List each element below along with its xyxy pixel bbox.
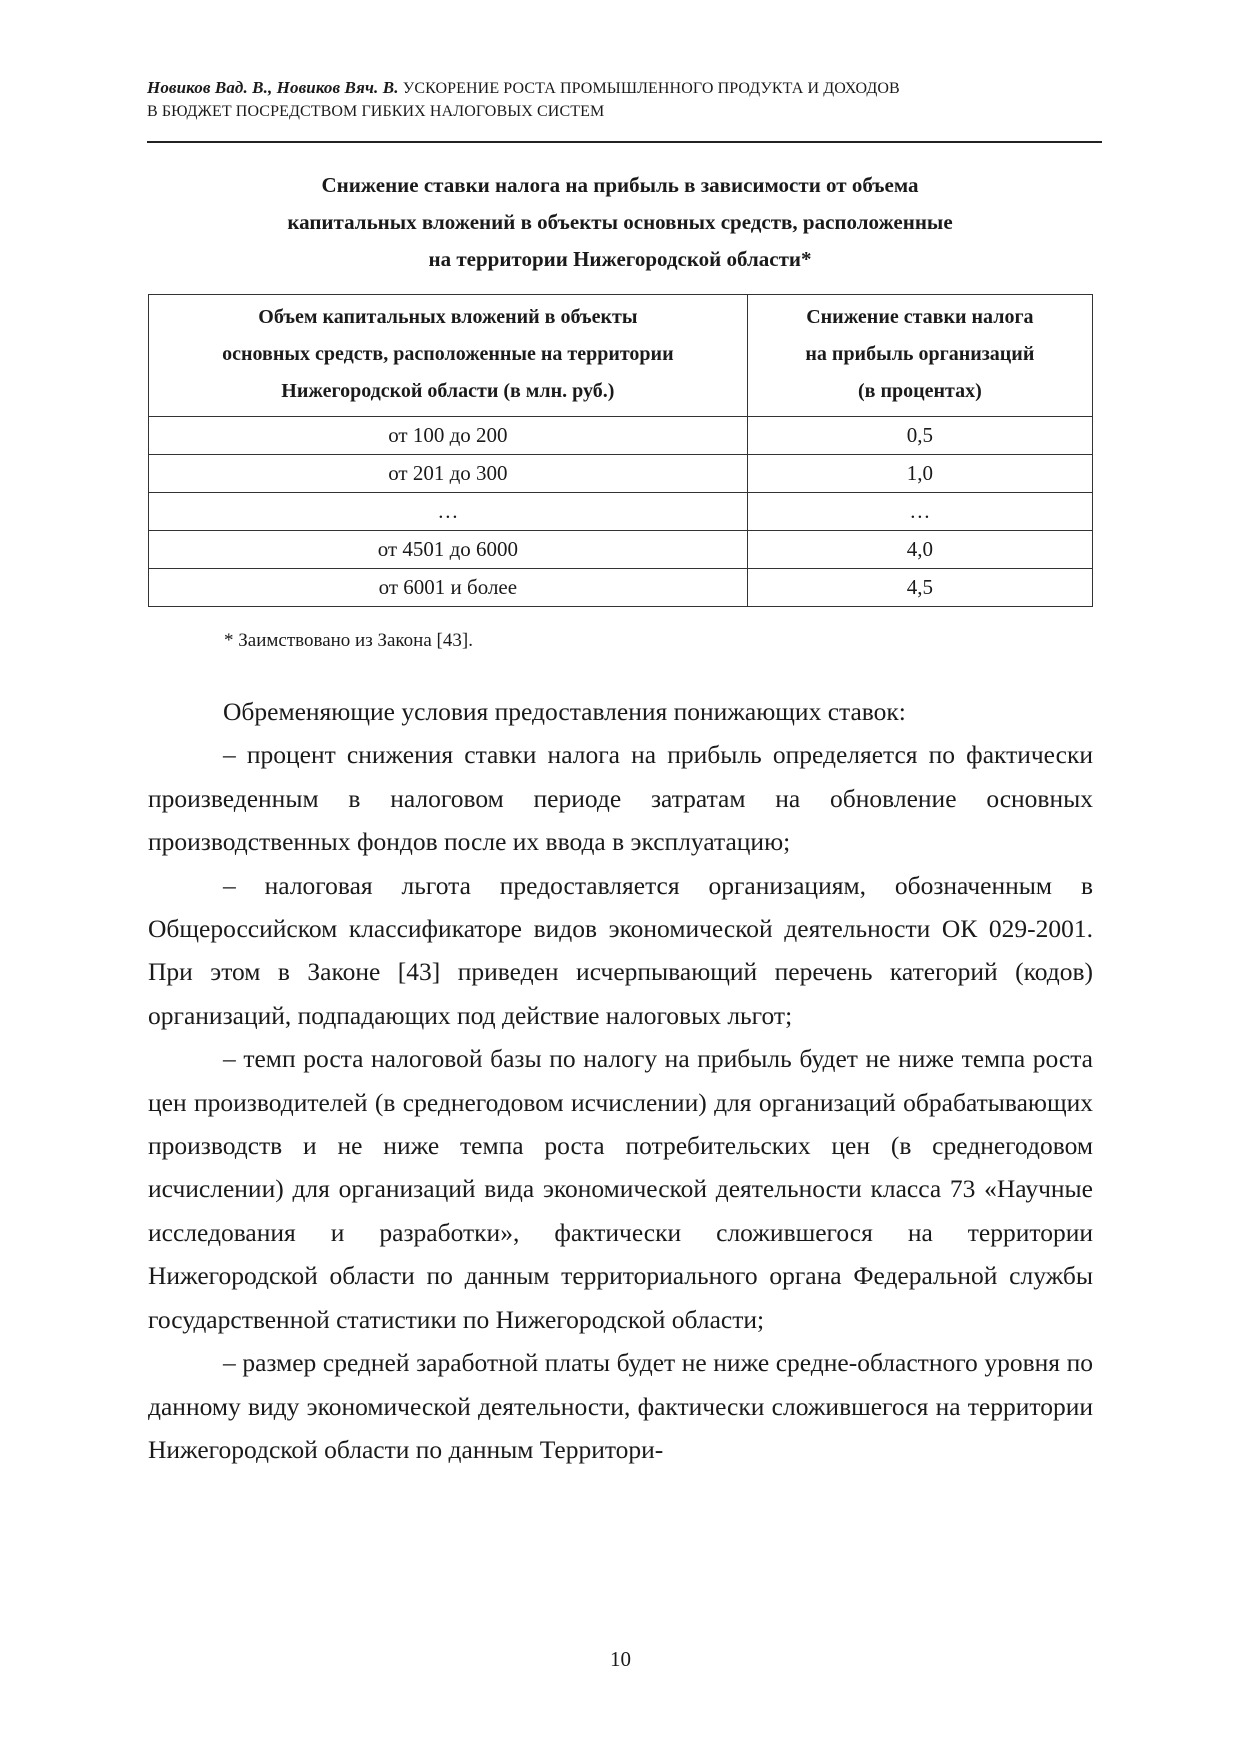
header-title-line1: УСКОРЕНИЕ РОСТА ПРОМЫШЛЕННОГО ПРОДУКТА И ДОХОДОВ <box>402 80 900 97</box>
cell-volume: от 100 до 200 <box>149 417 748 455</box>
table-row <box>149 455 1093 493</box>
cell-rate: 4,0 <box>747 531 1092 569</box>
paragraph: – налоговая льгота предоставляется организациям, обозначенным в Общероссийском классификаторе видов экономической деятельности ОК 029-2001. При этом в Законе [43] приведен исчерпывающий перечень категорий (кодов) организаций, подпадающих под действие налоговых льгот; <box>148 870 1093 1030</box>
table-row <box>149 493 1093 531</box>
header-title-line2: В БЮДЖЕТ ПОСРЕДСТВОМ ГИБКИХ НАЛОГОВЫХ СИСТЕМ <box>147 103 605 120</box>
cell-volume: от 201 до 300 <box>149 455 748 493</box>
column-header-rate <box>747 295 1092 417</box>
paragraph: – процент снижения ставки налога на прибыль определяется по фактически произведенным в налоговом периоде затратам на обновление основных производственных фондов после их ввода в эксплуатацию; <box>148 740 1093 857</box>
column-header-volume-line2: основных средств, расположенные на территории <box>222 343 674 365</box>
table-header-row <box>149 295 1093 417</box>
cell-rate: … <box>747 493 1092 531</box>
tax-rate-table <box>148 294 1093 607</box>
table-footnote: * Заимствовано из Закона [43]. <box>224 630 473 651</box>
table-caption-line1: Снижение ставки налога на прибыль в зависимости от объема <box>321 173 919 197</box>
paragraph: – размер средней заработной платы будет не ниже средне-областного уровня по данному виду экономической деятельности, фактически сложившегося на территории Нижегородской области по данным Территори- <box>148 1348 1093 1464</box>
header-divider <box>147 141 1102 143</box>
table-caption-line3: на территории Нижегородской области* <box>428 247 812 271</box>
paragraph: – темп роста налоговой базы по налогу на прибыль будет не ниже темпа роста цен производителей (в среднегодовом исчислении) для организаций обрабатывающих производств и не ниже темпа роста потребительских цен (в среднегодовом исчислении) для организаций вида экономической деятельности класса 73 «Научные исследования и разработки», фактически сложившегося на территории Нижегородской области по данным территориального органа Федеральной службы государственной статистики по Нижегородской области; <box>148 1044 1093 1334</box>
table-row <box>149 531 1093 569</box>
table-row <box>149 417 1093 455</box>
running-head-line1 <box>147 76 1097 100</box>
table-caption-line2: капитальных вложений в объекты основных средств, расположенные <box>287 210 953 234</box>
body-text <box>148 690 1093 1471</box>
column-header-rate-line2: на прибыль организаций <box>805 343 1035 365</box>
cell-volume: от 6001 и более <box>149 569 748 607</box>
column-header-volume-line3: Нижегородской области (в млн. руб.) <box>281 380 615 402</box>
column-header-rate-line1: Снижение ставки налога <box>806 306 1034 328</box>
cell-volume: от 4501 до 6000 <box>149 531 748 569</box>
header-authors: Новиков Вад. В., Новиков Вяч. В. <box>147 78 399 97</box>
column-header-rate-line3: (в процентах) <box>857 380 982 402</box>
cell-rate: 1,0 <box>747 455 1092 493</box>
paragraph: Обременяющие условия предоставления понижающих ставок: <box>223 697 906 726</box>
running-head <box>147 76 1097 123</box>
table-row <box>149 569 1093 607</box>
cell-rate: 4,5 <box>747 569 1092 607</box>
table-caption <box>150 167 1090 278</box>
column-header-volume-line1: Объем капитальных вложений в объекты <box>258 306 638 328</box>
cell-rate: 0,5 <box>747 417 1092 455</box>
cell-volume: … <box>149 493 748 531</box>
page-number: 10 <box>610 1647 631 1671</box>
column-header-volume <box>149 295 748 417</box>
